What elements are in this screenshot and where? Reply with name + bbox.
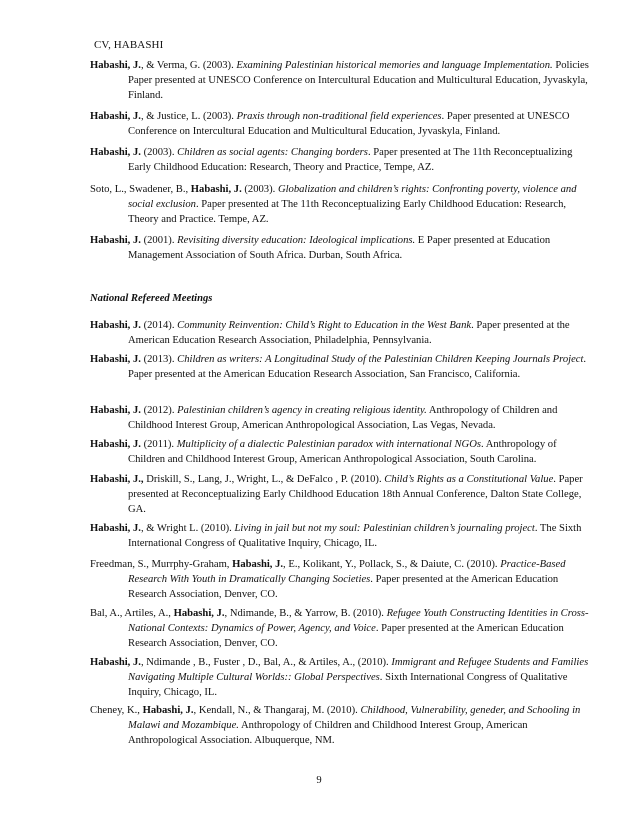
citation-entry xyxy=(90,472,590,517)
citation-venue: . Paper presented at UNESCO Conference on Intercultural Education and Multicultural Education, Jyvaskyla, Finland. xyxy=(128,111,570,137)
citation-entry xyxy=(90,521,590,551)
citation-entry xyxy=(90,233,590,263)
citation-title: Immigrant and Refugee Students and Families Navigating Multiple Cultural Worlds:: Global Perspectives xyxy=(128,657,589,683)
citation-author-bold: Habashi, J. xyxy=(190,184,242,195)
page-number: 9 xyxy=(316,775,322,786)
citation-author-bold: Habashi, J. xyxy=(232,559,284,570)
citation-venue: Anthropology of Children and Childhood Interest Group, American Anthropological Association. Albuquerque, NM. xyxy=(128,720,528,746)
page-header: CV, HABASHI xyxy=(94,39,164,51)
citation-venue: . Paper presented at the American Education Research Association, San Francisco, California. xyxy=(128,354,587,380)
citation-entry xyxy=(90,318,590,348)
citation-entry xyxy=(90,403,590,433)
citation-author-bold: Habashi, J. xyxy=(90,147,141,158)
citation-authors: (2003). xyxy=(241,184,278,195)
citation-author-bold: Habashi, J. xyxy=(90,657,141,668)
citation-authors: (2011). xyxy=(140,439,177,450)
citation-venue: . Anthropology of Children and Childhood Interest Group, American Anthropological Association, South Carolina. xyxy=(128,439,557,465)
citation-author-bold: Habashi, J., xyxy=(90,474,144,485)
citation-title: Refugee Youth Constructing Identities in Cross-National Contexts: Dynamics of Power, Agency, and Voice xyxy=(128,608,589,634)
citation-venue: . Paper presented at The 11th Reconceptualizing Early Childhood Education: Research, Theory and Practice. Tempe, AZ. xyxy=(128,199,567,225)
citation-author-bold: Habashi, J. xyxy=(90,439,141,450)
citation-entry xyxy=(90,606,590,651)
citation-authors: , & Verma, G. (2003). xyxy=(140,60,237,71)
citation-title: Praxis through non-traditional field experiences xyxy=(236,111,442,122)
citation-entry xyxy=(90,58,590,103)
citation-authors: (2003). xyxy=(140,147,178,158)
citation-entry xyxy=(90,182,590,227)
citation-entry xyxy=(90,557,590,602)
citation-authors: (2001). xyxy=(140,235,178,246)
citation-title: Practice-Based Research With Youth in Dramatically Changing Societies xyxy=(128,559,566,585)
citation-authors: (2014). xyxy=(140,320,178,331)
citation-title: Examining Palestinian historical memories and language Implementation. xyxy=(236,60,553,71)
citation-title: Revisiting diversity education: Ideological implications. xyxy=(177,235,416,246)
citation-venue: . Paper presented at the American Education Research Association, Denver, CO. xyxy=(128,574,559,600)
citation-authors: (2013). xyxy=(140,354,178,365)
citation-coauthors: Cheney, K., xyxy=(90,705,143,716)
citation-author-bold: Habashi, J. xyxy=(90,60,141,71)
citation-authors: , Ndimande , B., Fuster , D., Bal, A., & Artiles, A., (2010). xyxy=(140,657,392,668)
citation-entry xyxy=(90,145,590,175)
citation-title: Living in jail but not my soul: Palestinian children’s journaling project xyxy=(234,523,535,534)
citation-coauthors: Freedman, S., Murrphy-Graham, xyxy=(90,559,233,570)
citation-venue: Policies Paper presented at UNESCO Conference on Intercultural Education and Multicultural Education, Jyvaskyla, Finland. xyxy=(128,60,589,101)
citation-authors: (2012). xyxy=(140,405,178,416)
citation-venue: E Paper presented at Education Management Association of South Africa. Durban, South Africa. xyxy=(128,235,551,261)
citation-coauthors: Bal, A., Artiles, A., xyxy=(90,608,174,619)
citation-title: Child’s Rights as a Constitutional Value xyxy=(384,474,554,485)
citation-authors: , Kendall, N., & Thangaraj, M. (2010). xyxy=(193,705,361,716)
citation-authors: , & Wright L. (2010). xyxy=(140,523,235,534)
citation-title: Children as writers: A Longitudinal Study of the Palestinian Children Keeping Journals Project xyxy=(177,354,584,365)
citation-author-bold: Habashi, J. xyxy=(90,523,141,534)
citation-author-bold: Habashi, J. xyxy=(173,608,225,619)
citation-author-bold: Habashi, J. xyxy=(90,235,141,246)
citation-title: Multiplicity of a dialectic Palestinian paradox with international NGOs xyxy=(176,439,481,450)
citation-authors: , E., Kolikant, Y., Pollack, S., & Daiute, C. (2010). xyxy=(283,559,501,570)
citation-title: Community Reinvention: Child’s Right to Education in the West Bank xyxy=(177,320,472,331)
citation-author-bold: Habashi, J. xyxy=(90,111,141,122)
citation-venue: . Paper presented at Reconceptualizing Early Childhood Education 18th Annual Conference, Dalton State College, GA. xyxy=(128,474,583,515)
citation-venue: . The Sixth International Congress of Qualitative Inquiry, Chicago, IL. xyxy=(128,523,582,549)
citation-author-bold: Habashi, J. xyxy=(90,354,141,365)
citation-entry xyxy=(90,437,590,467)
citation-title: Palestinian children’s agency in creating religious identity. xyxy=(177,405,427,416)
citation-entry xyxy=(90,655,590,700)
citation-entry xyxy=(90,109,590,139)
citation-venue: . Sixth International Congress of Qualitative Inquiry, Chicago, IL. xyxy=(128,672,568,698)
citation-venue: . Paper presented at The 11th Reconceptualizing Early Childhood Education: Research, Theory and Practice, Tempe, AZ. xyxy=(128,147,573,173)
citation-authors: , & Justice, L. (2003). xyxy=(140,111,237,122)
citation-authors: , Ndimande, B., & Yarrow, B. (2010). xyxy=(224,608,387,619)
citation-entry xyxy=(90,352,590,382)
citation-author-bold: Habashi, J. xyxy=(90,405,141,416)
citation-author-bold: Habashi, J. xyxy=(90,320,141,331)
citation-title: Childhood, Vulnerability, geneder, and Schooling in Malawi and Mozambique. xyxy=(128,705,581,731)
citation-venue: . Paper presented at the American Education Research Association, Denver, CO. xyxy=(128,623,564,649)
section-heading: National Refereed Meetings xyxy=(90,293,213,304)
citation-venue: Anthropology of Children and Childhood Interest Group, American Anthropological Association, Las Vegas, Nevada. xyxy=(128,405,558,431)
citation-title: Children as social agents: Changing borders xyxy=(177,147,368,158)
citation-entry xyxy=(90,703,590,748)
citation-authors: Driskill, S., Lang, J., Wright, L., & DeFalco , P. (2010). xyxy=(143,474,385,485)
citation-venue: . Paper presented at the American Education Research Association, Philadelphia, Pennsylvania. xyxy=(128,320,570,346)
citation-title: Globalization and children’s rights: Confronting poverty, violence and social exclusion xyxy=(128,184,577,210)
citation-coauthors: Soto, L., Swadener, B., xyxy=(90,184,191,195)
citation-author-bold: Habashi, J. xyxy=(142,705,194,716)
